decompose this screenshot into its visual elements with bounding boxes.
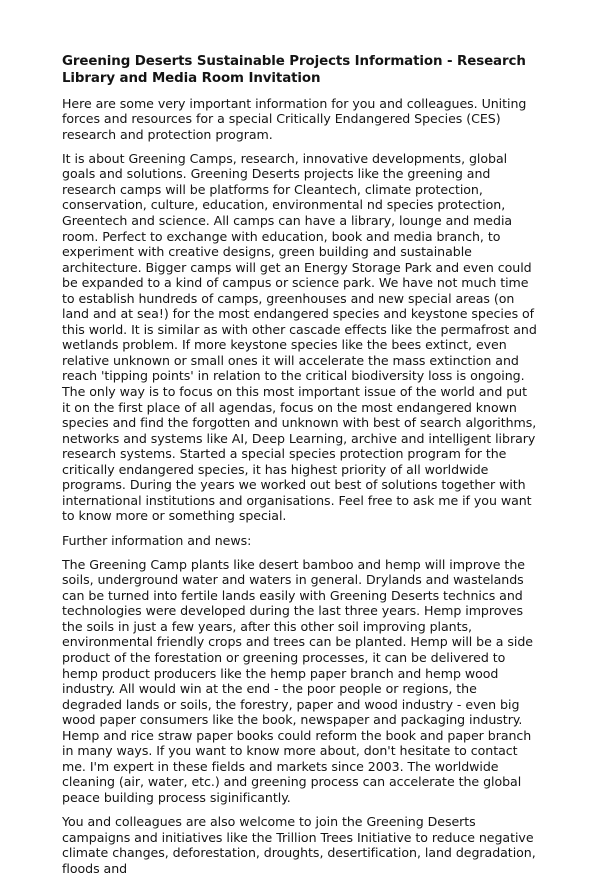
paragraph-greening-camps: It is about Greening Camps, research, innovative developments, global goals and solutions. Greening Deserts projects like the greening and research camps will be platforms for Cleantech, climate protection, conservation, culture, education, environmental nd species protection, Greentech and science. All camps can have a library, lounge and media room. Perfect to exchange with education, book and media branch, to experiment with creative designs, green building and sustainable architecture. Bigger camps will get an Energy Storage Park and even could be expanded to a kind of campus or science park. We have not much time to establish hundreds of camps, greenhouses and new special areas (on land and at sea!) for the most endangered species and keystone species of this world. It is similar as with other cascade effects like the permafrost and wetlands problem. If more keystone species like the bees extinct, even relative unknown or small ones it will accelerate the mass extinction and reach 'tipping points' in relation to the critical biodiversity loss is ongoing. The only way is to focus on this most important issue of the world and put it on the first place of all agendas, focus on the most endangered known species and find the forgotten and unknown with best of search algorithms, networks and systems like AI, Deep Learning, archive and intelligent library research systems. Started a special species protection program for the critically endangered species, it has highest priority of all worldwide programs. During the years we worked out best of solutions together with international institutions and organisations. Feel free to ask me if you want to know more or something special.	[62, 150, 537, 524]
paragraph-further-info: Further information and news:	[62, 532, 252, 548]
paragraph-greening-camp-plants: The Greening Camp plants like desert bamboo and hemp will improve the soils, underground water and waters in general. Drylands and wastelands can be turned into fertile lands easily with Greening Deserts technics and technologies were developed during the last three years. Hemp improves the soils in just a few years, after this other soil improving plants, environmental friendly crops and trees can be planted. Hemp will be a side product of the forestation or greening processes, it can be delivered to hemp product producers like the hemp paper branch and hemp wood industry. All would win at the end - the poor people or regions, the degraded lands or soils, the forestry, paper and wood industry - even big wood paper consumers like the book, newspaper and packaging industry. Hemp and rice straw paper books could reform the book and paper branch in many ways. If you want to know more about, don't hesitate to contact me. I'm expert in these fields and markets since 2003. The worldwide cleaning (air, water, etc.) and greening process can accelerate the global peace building process siginificantly.	[62, 556, 534, 805]
paragraph-campaigns: You and colleagues are also welcome to join the Greening Deserts campaigns and initiatives like the Trillion Trees Initiative to reduce negative climate changes, deforestation, droughts, desertification, land degradation, floods and	[62, 814, 536, 876]
document-title: Greening Deserts Sustainable Projects Information - Research Library and Media Room Invitation	[62, 54, 526, 86]
paragraph-intro: Here are some very important information for you and colleagues. Uniting forces and resources for a special Critically Endangered Species (CES) research and protection program.	[62, 95, 527, 142]
